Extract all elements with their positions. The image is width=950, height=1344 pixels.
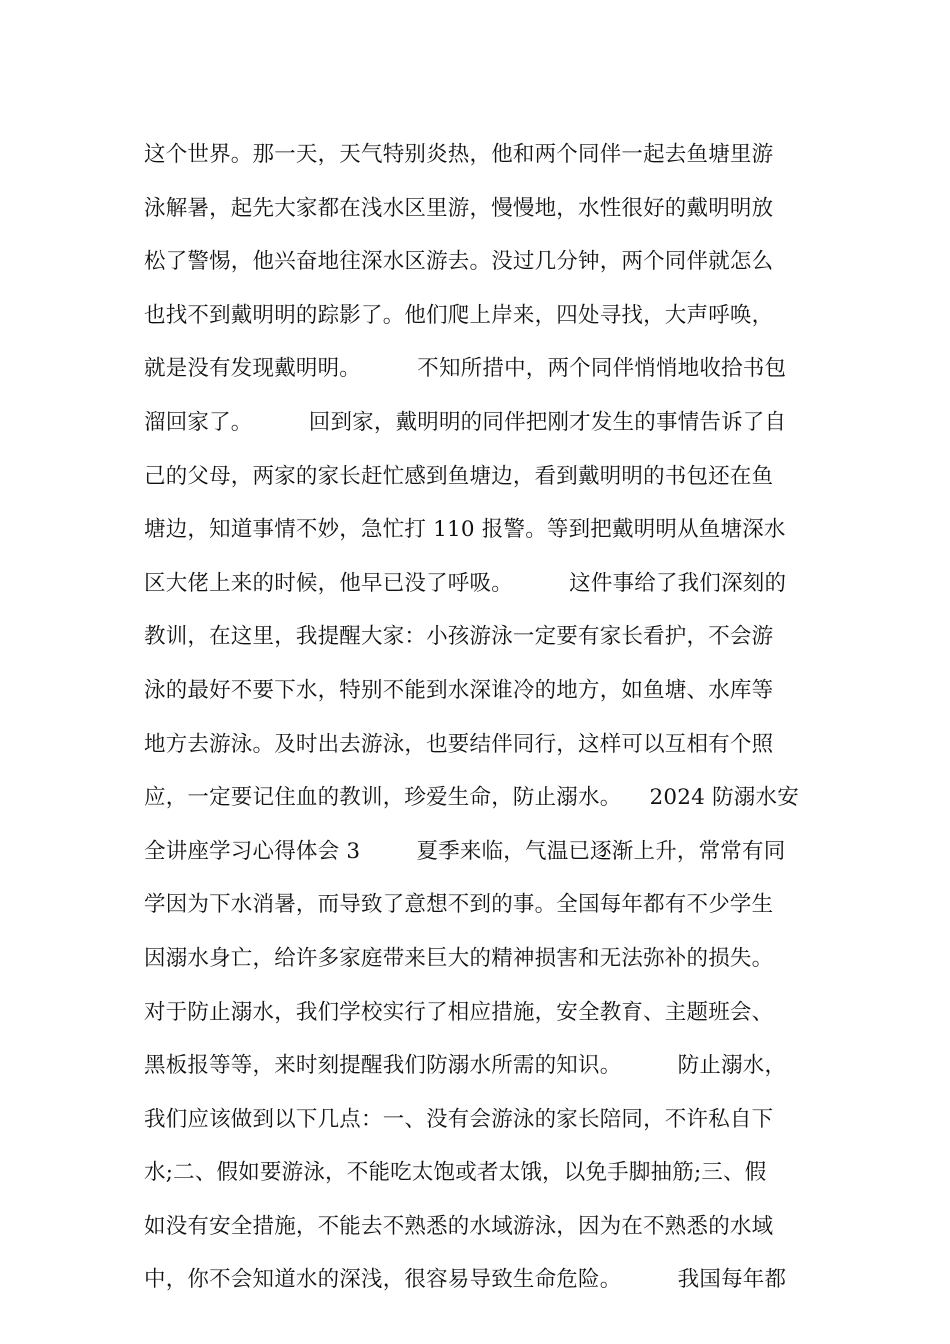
text-line: 应，一定要记住血的教训，珍爱生命，防止溺水。 2024 防溺水安 [144, 785, 799, 811]
text-line: 对于防止溺水，我们学校实行了相应措施，安全教育、主题班会、 [144, 999, 774, 1025]
text-line: 泳解暑，起先大家都在浅水区里游，慢慢地，水性很好的戴明明放 [144, 195, 774, 221]
text-line: 学因为下水消暑，而导致了意想不到的事。全国每年都有不少学生 [144, 892, 774, 918]
text-line: 溜回家了。 回到家，戴明明的同伴把刚才发生的事情告诉了自 [144, 409, 787, 435]
text-line: 因溺水身亡，给许多家庭带来巨大的精神损害和无法弥补的损失。 [144, 945, 774, 971]
text-line: 如没有安全措施，不能去不熟悉的水域游泳，因为在不熟悉的水域 [144, 1213, 774, 1239]
text-line: 塘边，知道事情不妙，急忙打 110 报警。等到把戴明明从鱼塘深水 [144, 517, 786, 543]
text-line: 就是没有发现戴明明。 不知所措中，两个同伴悄悄地收拾书包 [144, 356, 787, 382]
text-line: 这个世界。那一天，天气特别炎热，他和两个同伴一起去鱼塘里游 [144, 142, 774, 167]
text-line: 地方去游泳。及时出去游泳，也要结伴同行，这样可以互相有个照 [144, 731, 774, 757]
text-line: 己的父母，两家的家长赶忙感到鱼塘边，看到戴明明的书包还在鱼 [144, 463, 774, 489]
text-line: 泳的最好不要下水，特别不能到水深谁冷的地方，如鱼塘、水库等 [144, 677, 774, 703]
text-line: 水;二、假如要游泳，不能吃太饱或者太饿，以免手脚抽筋;三、假 [144, 1160, 767, 1186]
text-line: 也找不到戴明明的踪影了。他们爬上岸来，四处寻找，大声呼唤， [144, 302, 774, 328]
text-line: 黑板报等等，来时刻提醒我们防溺水所需的知识。 防止溺水， [144, 1053, 787, 1079]
text-line: 区大佬上来的时候，他早已没了呼吸。 这件事给了我们深刻的 [144, 570, 787, 596]
text-line: 松了警惕，他兴奋地往深水区游去。没过几分钟，两个同伴就怎么 [144, 249, 774, 275]
text-line: 中，你不会知道水的深浅，很容易导致生命危险。 我国每年都 [144, 1267, 787, 1293]
text-line: 全讲座学习心得体会 3 夏季来临，气温已逐渐上升，常常有同 [144, 838, 786, 864]
text-line: 教训，在这里，我提醒大家：小孩游泳一定要有家长看护，不会游 [144, 624, 774, 650]
body-text [144, 128, 814, 1307]
text-line: 我们应该做到以下几点：一、没有会游泳的家长陪同，不许私自下 [144, 1106, 774, 1132]
